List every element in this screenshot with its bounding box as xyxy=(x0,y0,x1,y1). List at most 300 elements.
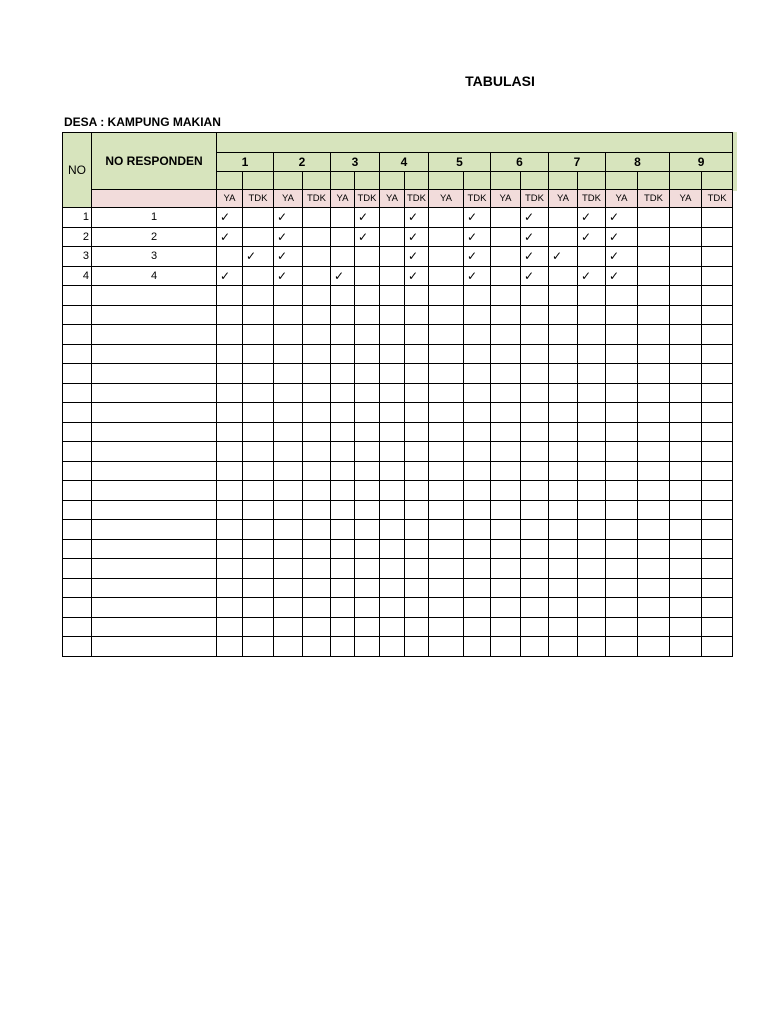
empty-cell xyxy=(63,403,92,423)
empty-cell xyxy=(521,422,549,442)
tabulation-table xyxy=(62,132,733,657)
respondent-number: 1 xyxy=(92,208,217,228)
empty-cell xyxy=(670,539,702,559)
empty-cell xyxy=(405,422,429,442)
empty-cell xyxy=(491,383,521,403)
empty-cell xyxy=(670,559,702,579)
answer-cell-q1-tdk xyxy=(243,208,274,228)
table-row-empty xyxy=(63,637,733,657)
empty-cell xyxy=(521,383,549,403)
empty-cell xyxy=(217,539,243,559)
empty-cell xyxy=(303,305,331,325)
answer-cell-q3-ya xyxy=(331,208,355,228)
subheader-tdk-q2: TDK xyxy=(303,190,331,208)
empty-cell xyxy=(303,617,331,637)
empty-cell xyxy=(549,598,578,618)
empty-cell xyxy=(491,403,521,423)
empty-cell xyxy=(638,598,670,618)
table-row xyxy=(63,208,733,228)
empty-cell xyxy=(274,539,303,559)
empty-cell xyxy=(464,559,491,579)
empty-cell xyxy=(606,559,638,579)
empty-cell xyxy=(521,578,549,598)
empty-cell xyxy=(63,442,92,462)
header-blank-cell xyxy=(217,172,243,190)
answer-cell-q5-ya xyxy=(429,208,464,228)
empty-cell xyxy=(380,578,405,598)
empty-cell xyxy=(429,520,464,540)
row-number: 2 xyxy=(63,227,92,247)
empty-cell xyxy=(63,422,92,442)
empty-cell xyxy=(217,344,243,364)
empty-cell xyxy=(274,422,303,442)
empty-cell xyxy=(274,598,303,618)
empty-cell xyxy=(638,403,670,423)
page-title: TABULASI xyxy=(465,73,535,89)
empty-cell xyxy=(92,422,217,442)
respondent-number: 3 xyxy=(92,247,217,267)
empty-cell xyxy=(670,286,702,306)
empty-cell xyxy=(429,305,464,325)
respondent-number: 2 xyxy=(92,227,217,247)
subheader-ya-q9: YA xyxy=(670,190,702,208)
empty-cell xyxy=(331,539,355,559)
empty-cell xyxy=(670,422,702,442)
empty-cell xyxy=(380,500,405,520)
empty-cell xyxy=(491,461,521,481)
empty-cell xyxy=(243,305,274,325)
empty-cell xyxy=(217,520,243,540)
empty-cell xyxy=(606,481,638,501)
empty-cell xyxy=(429,442,464,462)
empty-cell xyxy=(606,403,638,423)
check-mark-icon: ✓ xyxy=(464,247,491,267)
empty-cell xyxy=(464,442,491,462)
empty-cell xyxy=(521,325,549,345)
empty-cell xyxy=(429,481,464,501)
subheader-ya-q8: YA xyxy=(606,190,638,208)
empty-cell xyxy=(405,637,429,657)
header-blank-cell xyxy=(549,172,578,190)
empty-cell xyxy=(63,617,92,637)
empty-cell xyxy=(638,461,670,481)
answer-cell-q7-ya xyxy=(549,208,578,228)
answer-cell-q6-ya xyxy=(491,208,521,228)
empty-cell xyxy=(606,442,638,462)
empty-cell xyxy=(380,403,405,423)
empty-cell xyxy=(303,403,331,423)
empty-cell xyxy=(274,617,303,637)
empty-cell xyxy=(355,461,380,481)
empty-cell xyxy=(405,442,429,462)
empty-cell xyxy=(429,539,464,559)
empty-cell xyxy=(331,578,355,598)
row-number: 4 xyxy=(63,266,92,286)
empty-cell xyxy=(549,383,578,403)
empty-cell xyxy=(217,403,243,423)
empty-cell xyxy=(429,286,464,306)
empty-cell xyxy=(405,520,429,540)
empty-cell xyxy=(578,578,606,598)
empty-cell xyxy=(464,422,491,442)
empty-cell xyxy=(429,422,464,442)
empty-cell xyxy=(702,520,733,540)
empty-cell xyxy=(243,422,274,442)
check-mark-icon: ✓ xyxy=(464,227,491,247)
empty-cell xyxy=(63,481,92,501)
empty-cell xyxy=(217,422,243,442)
empty-cell xyxy=(670,344,702,364)
subheader-tdk-q7: TDK xyxy=(578,190,606,208)
check-mark-icon: ✓ xyxy=(274,247,303,267)
answer-cell-q9-ya xyxy=(670,266,702,286)
check-mark-icon: ✓ xyxy=(274,266,303,286)
question-header-2: 2 xyxy=(274,153,331,172)
empty-cell xyxy=(243,325,274,345)
empty-cell xyxy=(670,403,702,423)
empty-cell xyxy=(464,325,491,345)
empty-cell xyxy=(521,286,549,306)
empty-cell xyxy=(670,578,702,598)
empty-cell xyxy=(331,637,355,657)
check-mark-icon: ✓ xyxy=(606,208,638,228)
subheader-tdk-q5: TDK xyxy=(464,190,491,208)
empty-cell xyxy=(578,617,606,637)
answer-cell-q2-tdk xyxy=(303,266,331,286)
empty-cell xyxy=(274,403,303,423)
empty-cell xyxy=(217,364,243,384)
check-mark-icon: ✓ xyxy=(606,247,638,267)
empty-cell xyxy=(243,598,274,618)
header-blank-cell xyxy=(606,172,638,190)
empty-cell xyxy=(702,578,733,598)
answer-cell-q8-tdk xyxy=(638,208,670,228)
empty-cell xyxy=(578,305,606,325)
empty-cell xyxy=(274,559,303,579)
empty-cell xyxy=(491,325,521,345)
empty-cell xyxy=(549,305,578,325)
question-header-5: 5 xyxy=(429,153,491,172)
table-row-empty xyxy=(63,364,733,384)
header-blank-cell xyxy=(638,172,670,190)
empty-cell xyxy=(670,325,702,345)
check-mark-icon: ✓ xyxy=(217,208,243,228)
empty-cell xyxy=(274,325,303,345)
empty-cell xyxy=(491,305,521,325)
header-blank-cell xyxy=(702,172,733,190)
check-mark-icon: ✓ xyxy=(243,247,274,267)
empty-cell xyxy=(380,559,405,579)
subheader-ya-q2: YA xyxy=(274,190,303,208)
answer-cell-q9-tdk xyxy=(702,227,733,247)
check-mark-icon: ✓ xyxy=(405,227,429,247)
header-blank-cell xyxy=(405,172,429,190)
empty-cell xyxy=(606,286,638,306)
empty-cell xyxy=(429,325,464,345)
empty-cell xyxy=(331,481,355,501)
empty-cell xyxy=(549,481,578,501)
empty-cell xyxy=(702,383,733,403)
empty-cell xyxy=(606,539,638,559)
empty-cell xyxy=(521,559,549,579)
empty-cell xyxy=(243,481,274,501)
header-respondent: NO RESPONDEN xyxy=(92,133,217,190)
empty-cell xyxy=(405,286,429,306)
empty-cell xyxy=(355,539,380,559)
empty-cell xyxy=(638,578,670,598)
empty-cell xyxy=(549,637,578,657)
empty-cell xyxy=(331,325,355,345)
answer-cell-q8-tdk xyxy=(638,266,670,286)
question-header-6: 6 xyxy=(491,153,549,172)
check-mark-icon: ✓ xyxy=(464,266,491,286)
empty-cell xyxy=(702,617,733,637)
empty-cell xyxy=(464,539,491,559)
empty-cell xyxy=(331,520,355,540)
empty-cell xyxy=(243,520,274,540)
empty-cell xyxy=(549,520,578,540)
subheader-tdk-q6: TDK xyxy=(521,190,549,208)
empty-cell xyxy=(303,364,331,384)
empty-cell xyxy=(702,442,733,462)
empty-cell xyxy=(303,637,331,657)
empty-cell xyxy=(355,500,380,520)
empty-cell xyxy=(491,500,521,520)
check-mark-icon: ✓ xyxy=(217,227,243,247)
empty-cell xyxy=(243,539,274,559)
empty-cell xyxy=(702,422,733,442)
empty-cell xyxy=(380,598,405,618)
header-blank-cell xyxy=(355,172,380,190)
question-header-1: 1 xyxy=(217,153,274,172)
empty-cell xyxy=(355,481,380,501)
empty-cell xyxy=(380,344,405,364)
header-row-answers xyxy=(63,190,733,208)
check-mark-icon: ✓ xyxy=(217,266,243,286)
empty-cell xyxy=(405,617,429,637)
empty-cell xyxy=(578,403,606,423)
empty-cell xyxy=(429,364,464,384)
empty-cell xyxy=(521,344,549,364)
empty-cell xyxy=(274,344,303,364)
empty-cell xyxy=(274,442,303,462)
empty-cell xyxy=(521,461,549,481)
table-row-empty xyxy=(63,500,733,520)
check-mark-icon: ✓ xyxy=(521,266,549,286)
empty-cell xyxy=(331,344,355,364)
empty-cell xyxy=(380,520,405,540)
empty-cell xyxy=(702,598,733,618)
header-blank-cell xyxy=(331,172,355,190)
empty-cell xyxy=(243,617,274,637)
empty-cell xyxy=(670,598,702,618)
header-blank-cell xyxy=(464,172,491,190)
header-blank-cell xyxy=(491,172,521,190)
empty-cell xyxy=(303,481,331,501)
empty-cell xyxy=(331,598,355,618)
empty-cell xyxy=(702,325,733,345)
empty-cell xyxy=(274,500,303,520)
empty-cell xyxy=(606,578,638,598)
empty-cell xyxy=(549,364,578,384)
empty-cell xyxy=(380,364,405,384)
empty-cell xyxy=(670,520,702,540)
empty-cell xyxy=(606,383,638,403)
table-row-empty xyxy=(63,325,733,345)
header-blank-cell xyxy=(243,172,274,190)
empty-cell xyxy=(606,637,638,657)
empty-cell xyxy=(578,364,606,384)
empty-cell xyxy=(243,286,274,306)
empty-cell xyxy=(217,637,243,657)
empty-cell xyxy=(92,286,217,306)
empty-cell xyxy=(578,559,606,579)
answer-cell-q9-ya xyxy=(670,208,702,228)
check-mark-icon: ✓ xyxy=(521,247,549,267)
empty-cell xyxy=(521,617,549,637)
respondent-number: 4 xyxy=(92,266,217,286)
empty-cell xyxy=(702,539,733,559)
empty-cell xyxy=(303,442,331,462)
empty-cell xyxy=(549,617,578,637)
header-question-band xyxy=(217,133,733,153)
empty-cell xyxy=(92,442,217,462)
empty-cell xyxy=(243,559,274,579)
empty-cell xyxy=(380,305,405,325)
check-mark-icon: ✓ xyxy=(355,227,380,247)
check-mark-icon: ✓ xyxy=(355,208,380,228)
header-blank-cell xyxy=(429,172,464,190)
empty-cell xyxy=(355,325,380,345)
check-mark-icon: ✓ xyxy=(578,266,606,286)
header-no: NO xyxy=(63,133,92,208)
empty-cell xyxy=(243,461,274,481)
check-mark-icon: ✓ xyxy=(521,208,549,228)
empty-cell xyxy=(63,325,92,345)
empty-cell xyxy=(578,637,606,657)
empty-cell xyxy=(243,637,274,657)
empty-cell xyxy=(303,578,331,598)
empty-cell xyxy=(638,539,670,559)
empty-cell xyxy=(521,520,549,540)
empty-cell xyxy=(380,617,405,637)
empty-cell xyxy=(670,383,702,403)
table-row-empty xyxy=(63,305,733,325)
empty-cell xyxy=(606,520,638,540)
question-header-8: 8 xyxy=(606,153,670,172)
empty-cell xyxy=(380,422,405,442)
answer-cell-q2-tdk xyxy=(303,208,331,228)
empty-cell xyxy=(405,539,429,559)
empty-cell xyxy=(243,383,274,403)
empty-cell xyxy=(63,500,92,520)
empty-cell xyxy=(578,500,606,520)
empty-cell xyxy=(549,539,578,559)
check-mark-icon: ✓ xyxy=(606,227,638,247)
empty-cell xyxy=(464,637,491,657)
empty-cell xyxy=(670,481,702,501)
empty-cell xyxy=(380,442,405,462)
empty-cell xyxy=(670,617,702,637)
header-blank-cell xyxy=(274,172,303,190)
empty-cell xyxy=(217,442,243,462)
empty-cell xyxy=(491,539,521,559)
empty-cell xyxy=(702,637,733,657)
empty-cell xyxy=(464,344,491,364)
subheader-tdk-q1: TDK xyxy=(243,190,274,208)
empty-cell xyxy=(429,383,464,403)
empty-cell xyxy=(521,305,549,325)
check-mark-icon: ✓ xyxy=(405,208,429,228)
empty-cell xyxy=(405,305,429,325)
table-row-empty xyxy=(63,598,733,618)
empty-cell xyxy=(217,286,243,306)
empty-cell xyxy=(217,461,243,481)
table-row xyxy=(63,227,733,247)
empty-cell xyxy=(670,442,702,462)
question-header-7: 7 xyxy=(549,153,606,172)
empty-cell xyxy=(92,598,217,618)
empty-cell xyxy=(405,559,429,579)
empty-cell xyxy=(638,637,670,657)
empty-cell xyxy=(702,481,733,501)
empty-cell xyxy=(217,305,243,325)
empty-cell xyxy=(92,383,217,403)
empty-cell xyxy=(491,442,521,462)
empty-cell xyxy=(521,481,549,501)
empty-cell xyxy=(217,598,243,618)
empty-cell xyxy=(217,383,243,403)
answer-cell-q8-tdk xyxy=(638,247,670,267)
empty-cell xyxy=(274,383,303,403)
empty-cell xyxy=(464,578,491,598)
empty-cell xyxy=(355,422,380,442)
empty-cell xyxy=(464,364,491,384)
empty-cell xyxy=(355,442,380,462)
header-blank-cell xyxy=(578,172,606,190)
table-row-empty xyxy=(63,461,733,481)
empty-cell xyxy=(217,325,243,345)
empty-cell xyxy=(549,344,578,364)
answer-cell-q5-ya xyxy=(429,227,464,247)
table-row-empty xyxy=(63,481,733,501)
empty-cell xyxy=(92,344,217,364)
empty-cell xyxy=(491,364,521,384)
question-header-3: 3 xyxy=(331,153,380,172)
empty-cell xyxy=(491,286,521,306)
empty-cell xyxy=(464,617,491,637)
table-row-empty xyxy=(63,383,733,403)
empty-cell xyxy=(606,617,638,637)
answer-cell-q1-tdk xyxy=(243,266,274,286)
empty-cell xyxy=(355,617,380,637)
check-mark-icon: ✓ xyxy=(331,266,355,286)
empty-cell xyxy=(405,325,429,345)
answer-cell-q9-ya xyxy=(670,227,702,247)
empty-cell xyxy=(638,442,670,462)
empty-cell xyxy=(274,578,303,598)
empty-cell xyxy=(702,403,733,423)
subheader-ya-q4: YA xyxy=(380,190,405,208)
check-mark-icon: ✓ xyxy=(606,266,638,286)
tabulation-sheet xyxy=(62,132,727,657)
row-number: 1 xyxy=(63,208,92,228)
empty-cell xyxy=(92,559,217,579)
empty-cell xyxy=(670,461,702,481)
empty-cell xyxy=(638,364,670,384)
empty-cell xyxy=(549,286,578,306)
answer-cell-q1-ya xyxy=(217,247,243,267)
